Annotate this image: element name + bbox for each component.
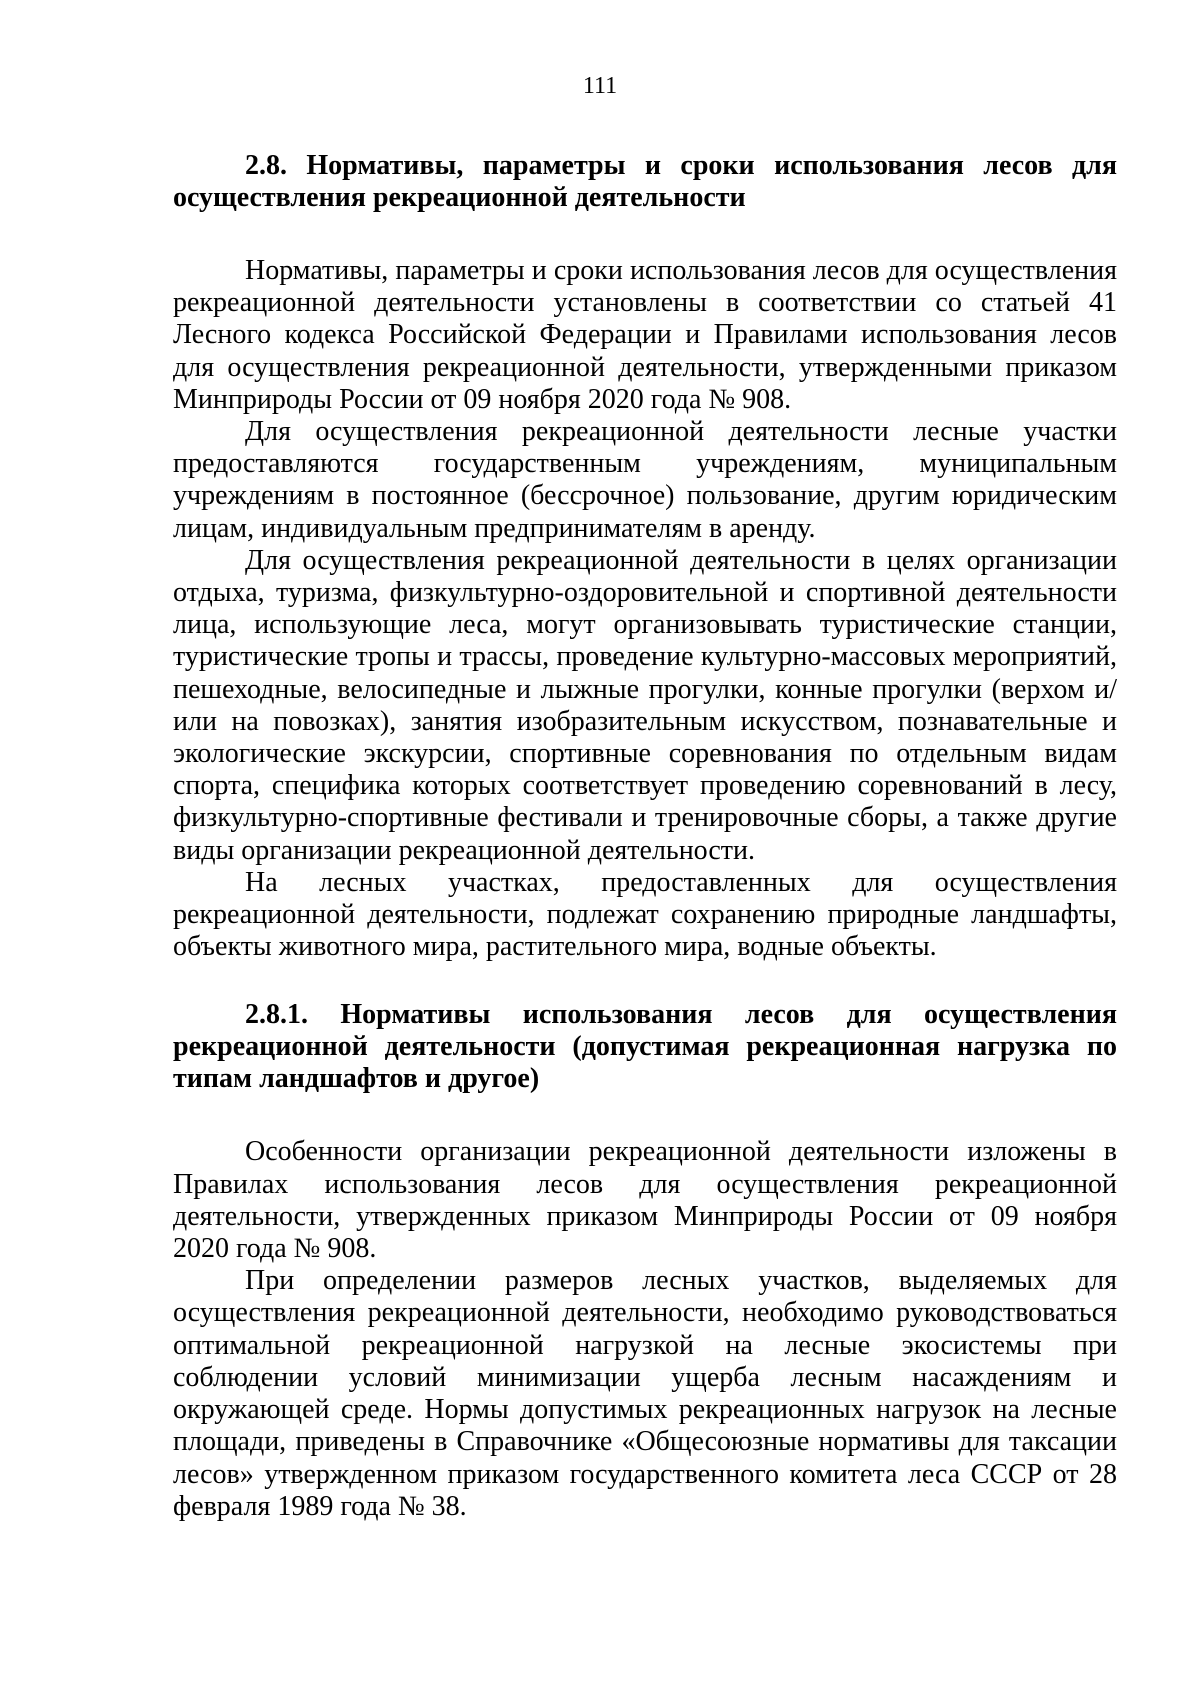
section-heading-2-8-1: 2.8.1. Нормативы использования лесов для осуществления рекреационной деятельности (допустимая рекреационная нагрузка по типам ландшафтов и другое): [173, 999, 1117, 1095]
paragraph: Особенности организации рекреационной деятельности изложены в Правилах использования лесов для осуществления рекреационной деятельности, утвержденных приказом Минприроды России от 09 ноября 2020 года № 908.: [173, 1136, 1117, 1265]
document-body: [173, 150, 1117, 1523]
paragraph: На лесных участках, предоставленных для осуществления рекреационной деятельности, подлежат сохранению природные ландшафты, объекты животного мира, растительного мира, водные объекты.: [173, 866, 1117, 963]
paragraph: Для осуществления рекреационной деятельности лесные участки предоставляются государственным учреждениям, муниципальным учреждениям в постоянное (бессрочное) пользование, другим юридическим лицам, индивидуальным предпринимателям в аренду.: [173, 416, 1117, 544]
page-number: 111: [582, 73, 618, 99]
paragraph: Нормативы, параметры и сроки использования лесов для осуществления рекреационной деятельности установлены в соответствии со статьей 41 Лесного кодекса Российской Федерации и Правилами использования лесов для осуществления рекреационной деятельности, утвержденными приказом Минприроды России от 09 ноября 2020 года № 908.: [173, 255, 1117, 415]
paragraph: При определении размеров лесных участков, выделяемых для осуществления рекреационной деятельности, необходимо руководствоваться оптимальной рекреационной нагрузкой на лесные экосистемы при соблюдении условий минимизации ущерба лесным насаждениям и окружающей среде. Нормы допустимых рекреационных нагрузок на лесные площади, приведены в Справочнике «Общесоюзные нормативы для таксации лесов» утвержденном приказом государственного комитета леса СССР от 28 февраля 1989 года № 38.: [173, 1265, 1117, 1522]
paragraph: Для осуществления рекреационной деятельности в целях организации отдыха, туризма, физкультурно-оздоровительной и спортивной деятельности лица, использующие леса, могут организовывать туристические станции, туристические тропы и трассы, проведение культурно-массовых мероприятий, пешеходные, велосипедные и лыжные прогулки, конные прогулки (верхом и/или на повозках), занятия изобразительным искусством, познавательные и экологические экскурсии, спортивные соревнования по отдельным видам спорта, специфика которых соответствует проведению соревнований в лесу, физкультурно-спортивные фестивали и тренировочные сборы, а также другие виды организации рекреационной деятельности.: [173, 544, 1117, 866]
section-heading-2-8: 2.8. Нормативы, параметры и сроки использования лесов для осуществления рекреационной деятельности: [173, 150, 1117, 213]
